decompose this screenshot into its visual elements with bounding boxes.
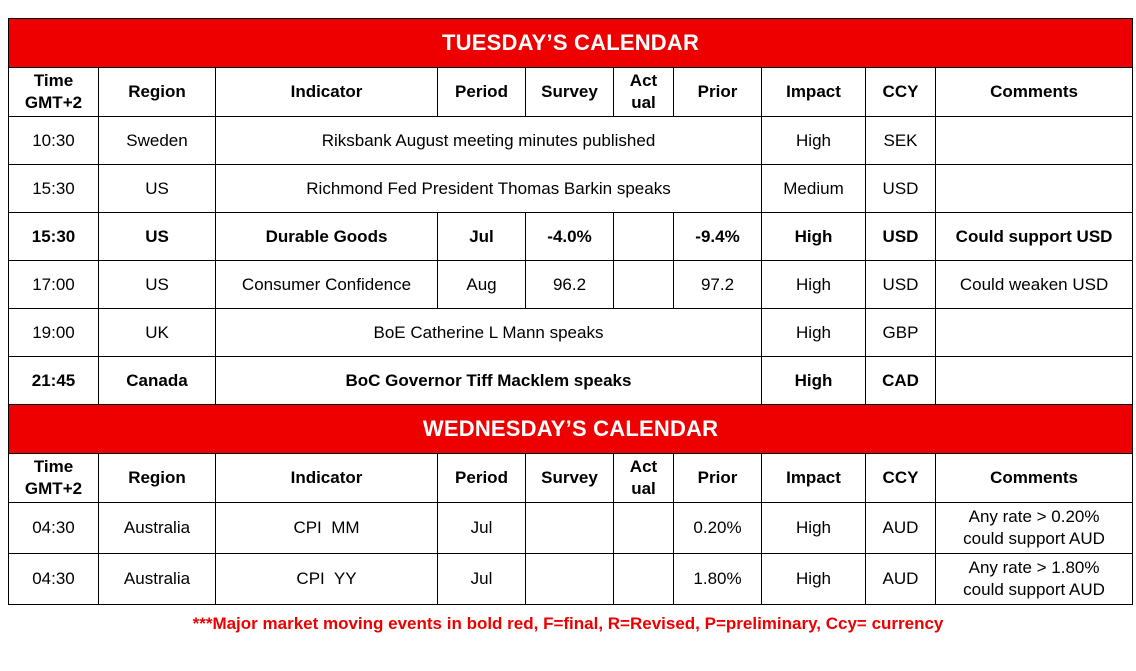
wednesday-banner — [9, 405, 1133, 454]
header-period: Period — [438, 454, 526, 503]
cell-ccy: AUD — [866, 503, 936, 554]
cell-indicator: CPI YY — [216, 554, 438, 605]
cell-indicator: Consumer Confidence — [216, 261, 438, 309]
cell-comments — [936, 357, 1133, 405]
cell-prior: 97.2 — [674, 261, 762, 309]
header-time: Time GMT+2 — [9, 454, 99, 503]
tuesday-banner — [9, 19, 1133, 68]
cell-indicator: CPI MM — [216, 503, 438, 554]
tuesday-title: TUESDAY’S CALENDAR — [9, 19, 1133, 68]
table-row — [9, 261, 1133, 309]
header-prior: Prior — [674, 454, 762, 503]
header-ccy: CCY — [866, 68, 936, 117]
cell-impact: High — [762, 357, 866, 405]
header-comments: Comments — [936, 454, 1133, 503]
header-actual: Act ual — [614, 68, 674, 117]
cell-actual — [614, 261, 674, 309]
cell-period: Aug — [438, 261, 526, 309]
cell-ccy: SEK — [866, 117, 936, 165]
cell-survey: 96.2 — [526, 261, 614, 309]
cell-time: 21:45 — [9, 357, 99, 405]
cell-ccy: USD — [866, 213, 936, 261]
cell-impact: High — [762, 309, 866, 357]
cell-actual — [614, 503, 674, 554]
cell-indicator: Richmond Fed President Thomas Barkin speaks — [216, 165, 762, 213]
cell-region: US — [99, 165, 216, 213]
cell-survey — [526, 554, 614, 605]
cell-ccy: USD — [866, 165, 936, 213]
cell-time: 04:30 — [9, 554, 99, 605]
cell-time: 10:30 — [9, 117, 99, 165]
header-survey: Survey — [526, 68, 614, 117]
cell-ccy: USD — [866, 261, 936, 309]
wednesday-title: WEDNESDAY’S CALENDAR — [9, 405, 1133, 454]
cell-indicator: Riksbank August meeting minutes published — [216, 117, 762, 165]
cell-period: Jul — [438, 554, 526, 605]
cell-ccy: GBP — [866, 309, 936, 357]
header-impact: Impact — [762, 68, 866, 117]
header-indicator: Indicator — [216, 454, 438, 503]
tuesday-header-row — [9, 68, 1133, 117]
header-region: Region — [99, 454, 216, 503]
cell-prior: 1.80% — [674, 554, 762, 605]
table-row — [9, 309, 1133, 357]
header-comments: Comments — [936, 68, 1133, 117]
cell-ccy: AUD — [866, 554, 936, 605]
header-prior: Prior — [674, 68, 762, 117]
cell-comments — [936, 309, 1133, 357]
wednesday-header-row — [9, 454, 1133, 503]
cell-prior: -9.4% — [674, 213, 762, 261]
cell-region: Australia — [99, 503, 216, 554]
cell-region: Australia — [99, 554, 216, 605]
cell-time: 15:30 — [9, 213, 99, 261]
table-row — [9, 503, 1133, 554]
cell-time: 04:30 — [9, 503, 99, 554]
header-time: Time GMT+2 — [9, 68, 99, 117]
cell-period: Jul — [438, 503, 526, 554]
cell-actual — [614, 554, 674, 605]
cell-region: Sweden — [99, 117, 216, 165]
footnote: ***Major market moving events in bold red, F=final, R=Revised, P=preliminary, Ccy= currency — [192, 614, 944, 633]
cell-comments: Any rate > 0.20% could support AUD — [936, 503, 1133, 554]
cell-region: US — [99, 261, 216, 309]
cell-survey — [526, 503, 614, 554]
cell-impact: High — [762, 117, 866, 165]
header-actual: Act ual — [614, 454, 674, 503]
table-row — [9, 117, 1133, 165]
cell-impact: High — [762, 261, 866, 309]
cell-comments: Could support USD — [936, 213, 1133, 261]
cell-impact: Medium — [762, 165, 866, 213]
cell-period: Jul — [438, 213, 526, 261]
table-row — [9, 165, 1133, 213]
cell-time: 19:00 — [9, 309, 99, 357]
cell-actual — [614, 213, 674, 261]
cell-region: UK — [99, 309, 216, 357]
header-region: Region — [99, 68, 216, 117]
cell-impact: High — [762, 554, 866, 605]
cell-comments — [936, 117, 1133, 165]
cell-survey: -4.0% — [526, 213, 614, 261]
cell-indicator: BoE Catherine L Mann speaks — [216, 309, 762, 357]
table-row — [9, 554, 1133, 605]
cell-time: 17:00 — [9, 261, 99, 309]
cell-prior: 0.20% — [674, 503, 762, 554]
header-period: Period — [438, 68, 526, 117]
cell-indicator: Durable Goods — [216, 213, 438, 261]
table-row — [9, 357, 1133, 405]
cell-region: US — [99, 213, 216, 261]
cell-comments: Could weaken USD — [936, 261, 1133, 309]
cell-impact: High — [762, 213, 866, 261]
cell-time: 15:30 — [9, 165, 99, 213]
header-indicator: Indicator — [216, 68, 438, 117]
header-impact: Impact — [762, 454, 866, 503]
cell-indicator: BoC Governor Tiff Macklem speaks — [216, 357, 762, 405]
header-survey: Survey — [526, 454, 614, 503]
cell-impact: High — [762, 503, 866, 554]
economic-calendar-table — [8, 18, 1133, 605]
cell-comments: Any rate > 1.80% could support AUD — [936, 554, 1133, 605]
cell-ccy: CAD — [866, 357, 936, 405]
header-ccy: CCY — [866, 454, 936, 503]
cell-region: Canada — [99, 357, 216, 405]
table-row — [9, 213, 1133, 261]
cell-comments — [936, 165, 1133, 213]
calendar-container — [8, 18, 1132, 605]
